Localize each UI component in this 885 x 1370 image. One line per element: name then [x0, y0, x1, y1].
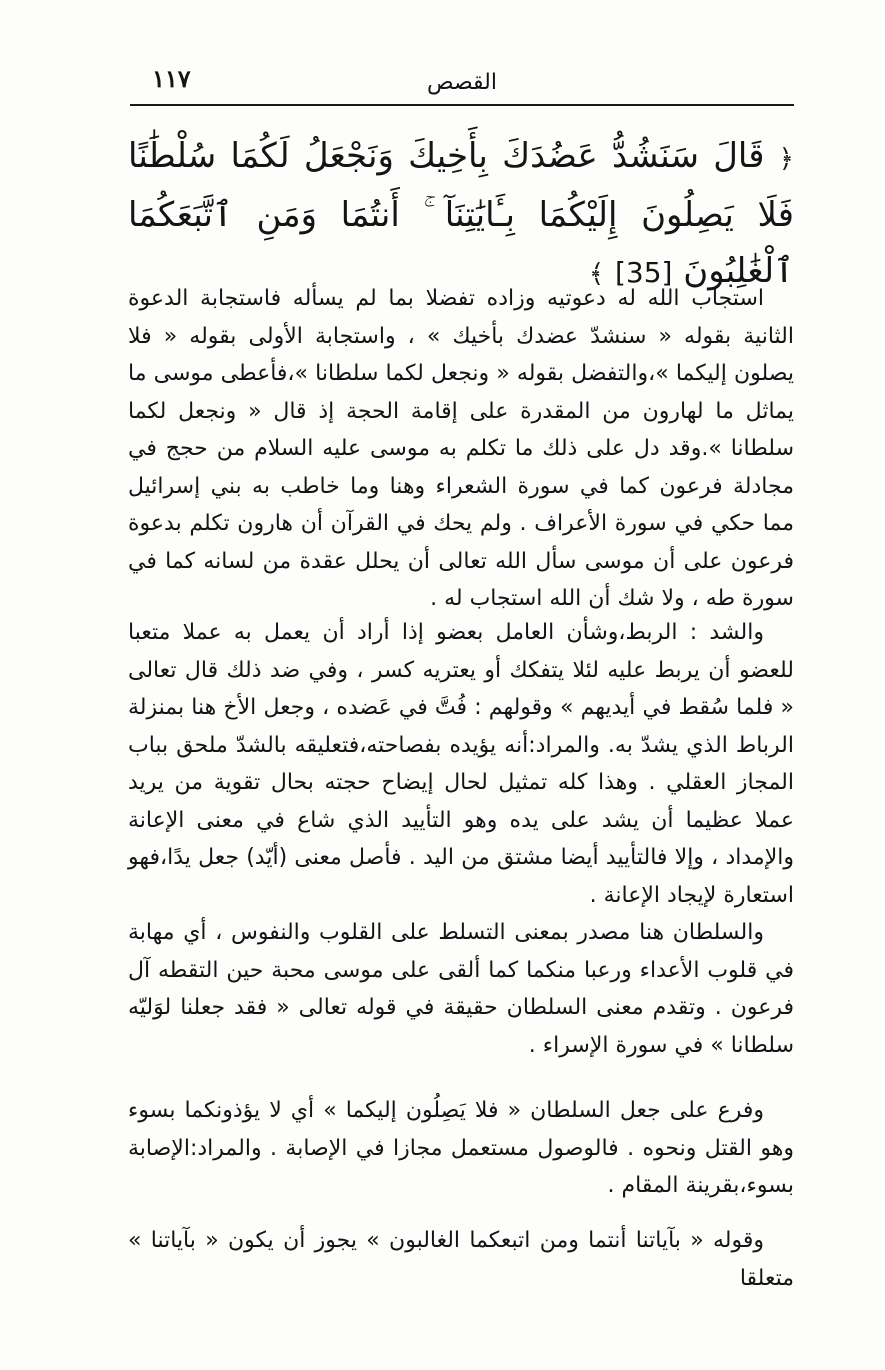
verse-text: قَالَ سَنَشُدُّ عَضُدَكَ بِأَخِيكَ وَنَجْعَلُ لَكُمَا سُلْطَٰنًا فَلَا يَصِلُونَ إِلَيْكُمَا بِـَٔايَٰتِنَآ ۚ أَنتُمَا وَمَنِ ٱتَّبَعَكُمَا ٱلْغَٰلِبُونَ	[128, 136, 794, 291]
verse-number: [35]	[614, 256, 673, 289]
quran-verse	[128, 128, 794, 302]
commentary-paragraph: والسلطان هنا مصدر بمعنى التسلط على القلوب والنفوس ، أي مهابة في قلوب الأعداء ورعبا منكما كما ألقى على موسى محبة حين التقطه آل فرعون . وتقدم معنى السلطان حقيقة في قوله تعالى « فقد جعلنا لوَليّه سلطانا » في سورة الإسراء .	[128, 920, 794, 1058]
commentary-paragraph: وقوله « بآياتنا أنتما ومن اتبعكما الغالبون » يجوز أن يكون « بآياتنا » متعلقا	[128, 1228, 794, 1291]
page-header	[130, 58, 794, 106]
verse-open-ornament: ﴿	[778, 144, 794, 174]
running-title: القصص	[427, 70, 497, 95]
commentary-paragraph: والشد : الربط،وشأن العامل بعضو إذا أراد أن يعمل به عملا متعبا للعضو أن يربط عليه لئلا يتفكك أو يعتريه كسر ، وفي ضد ذلك قال تعالى « فلما سُقط في أيديهم » وقولهم : فُتَّ في عَضده ، وجعل الأخ هنا بمنزلة الرباط الذي يشدّ به. والمراد:أنه يؤيده بفصاحته،فتعليقه بالشدّ ملحق بباب المجاز العقلي . وهذا كله تمثيل لحال إيضاح حجته بحال تقوية من يريد عملا عظيما أن يشد على يده وهو التأييد الذي شاع في معنى الإعانة والإمداد ، وإلا فالتأييد أيضا مشتق من اليد . فأصل معنى (أيّد) جعل يدًا،فهو استعارة لإيجاد الإعانة .	[128, 620, 794, 908]
verse-close-ornament: ﴾	[588, 259, 605, 289]
commentary-paragraph: وفرع على جعل السلطان « فلا يَصِلُون إليكما » أي لا يؤذونكما بسوء وهو القتل ونحوه . فالوصول مستعمل مجازا في الإصابة . والمراد:الإصابة بسوء،بقرينة المقام .	[128, 1098, 794, 1198]
page-number: ١١٧	[152, 64, 191, 93]
commentary-paragraph: استجاب الله له دعوتيه وزاده تفضلا بما لم يسأله فاستجابة الدعوة الثانية بقوله « سنشدّ عضدك بأخيك » ، واستجابة الأولى بقوله « فلا يصلون إليكما »،والتفضل بقوله « ونجعل لكما سلطانا »،فأعطى موسى ما يماثل ما لهارون من المقدرة على إقامة الحجة إذ قال « ونجعل لكما سلطانا ».وقد دل على ذلك ما تكلم به موسى عليه السلام من حجج في مجادلة فرعون كما في سورة الشعراء وهنا وما خاطب به بني إسرائيل مما حكي في سورة الأعراف . ولم يحك في القرآن أن هارون تكلم بدعوة فرعون على أن موسى سأل الله تعالى أن يحلل عقدة من لسانه كما في سورة طه ، ولا شك أن الله استجاب له .	[128, 286, 794, 611]
